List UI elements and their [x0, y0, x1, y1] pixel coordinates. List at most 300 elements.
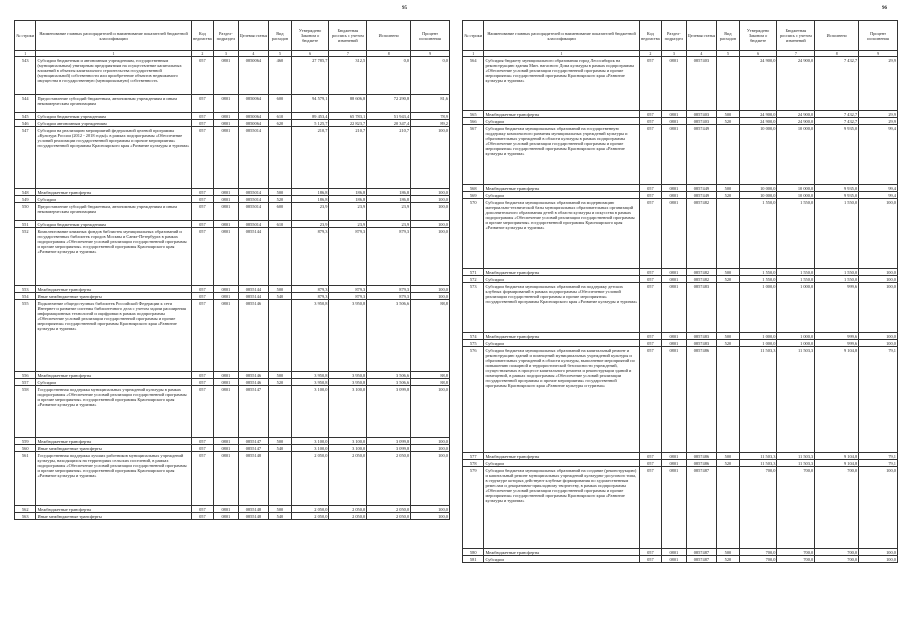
cell-a: 2 050,0 — [291, 506, 329, 513]
cell-c: 9 935,0 — [815, 125, 859, 185]
cell-cs: 0857482 — [686, 269, 717, 276]
cell-b: 3 950,8 — [329, 379, 367, 386]
cell-vr — [269, 228, 291, 286]
cell-n: 580 — [463, 549, 484, 556]
cell-rz: 0801 — [662, 340, 687, 347]
cell-rz: 0801 — [662, 556, 687, 563]
cell-a: 24 900,0 — [739, 111, 777, 118]
cell-p: 100,0 — [411, 513, 450, 520]
cell-rz: 0801 — [214, 189, 239, 196]
cell-ved: 057 — [191, 506, 213, 513]
cell-cs: 0857403 — [686, 118, 717, 125]
cell-p: 79,1 — [859, 347, 898, 453]
column-header: Вид расходов — [717, 21, 739, 51]
cell-n: 578 — [463, 460, 484, 467]
table-row — [463, 125, 898, 185]
cell-a: 23,9 — [291, 221, 329, 228]
cell-ved: 057 — [639, 549, 661, 556]
cell-name: Субсидии — [36, 196, 191, 203]
cell-b: 700,0 — [777, 549, 815, 556]
cell-ved: 057 — [191, 113, 213, 120]
table-row — [15, 221, 450, 228]
table-row — [15, 57, 450, 95]
cell-b: 65 783,1 — [329, 113, 367, 120]
cell-a: 10 000,0 — [739, 185, 777, 192]
cell-ved: 057 — [191, 379, 213, 386]
cell-c: 7 432,7 — [815, 118, 859, 125]
cell-name: Межбюджетные трансферты — [484, 185, 639, 192]
cell-vr — [717, 467, 739, 549]
cell-name: Межбюджетные трансферты — [36, 372, 191, 379]
column-number: 6 — [291, 51, 329, 57]
column-header: Целевая статья — [686, 21, 717, 51]
cell-cs: 0855014 — [238, 221, 269, 228]
cell-name: Субсидии — [484, 340, 639, 347]
cell-vr: 460 — [269, 57, 291, 95]
cell-n: 552 — [15, 228, 36, 286]
table-row — [15, 445, 450, 452]
cell-name: Межбюджетные трансферты — [484, 453, 639, 460]
column-number: 6 — [739, 51, 777, 57]
cell-cs: 0857449 — [686, 192, 717, 199]
cell-b: 23,9 — [329, 221, 367, 228]
cell-n: 566 — [463, 118, 484, 125]
cell-n: 569 — [463, 192, 484, 199]
cell-p: 100,0 — [411, 452, 450, 506]
cell-p: 88,8 — [411, 379, 450, 386]
cell-rz: 0801 — [662, 57, 687, 111]
cell-ved: 057 — [639, 269, 661, 276]
cell-n: 570 — [463, 199, 484, 269]
cell-ved: 057 — [639, 347, 661, 453]
column-header: № строки — [463, 21, 484, 51]
cell-b: 24 900,0 — [777, 111, 815, 118]
cell-ved: 057 — [639, 199, 661, 269]
column-number: 2 — [639, 51, 661, 57]
cell-name: Субсидии — [484, 556, 639, 563]
cell-rz: 0801 — [662, 276, 687, 283]
cell-vr — [717, 199, 739, 269]
cell-ved: 057 — [191, 372, 213, 379]
cell-ved: 057 — [639, 283, 661, 333]
table-row — [15, 386, 450, 438]
budget-table — [14, 20, 450, 520]
cell-cs: 0857487 — [686, 556, 717, 563]
column-header: Раздел-подраздел — [662, 21, 687, 51]
cell-rz: 0801 — [214, 293, 239, 300]
table-row — [463, 467, 898, 549]
cell-a: 210,7 — [291, 127, 329, 189]
cell-cs: 0857487 — [686, 467, 717, 549]
cell-a: 3 950,8 — [291, 300, 329, 372]
cell-c: 3 506,6 — [367, 379, 411, 386]
cell-vr: 520 — [717, 118, 739, 125]
cell-vr: 500 — [269, 372, 291, 379]
cell-p: 79,1 — [859, 460, 898, 467]
cell-c: 999,6 — [815, 340, 859, 347]
cell-rz: 0801 — [214, 379, 239, 386]
cell-n: 563 — [15, 513, 36, 520]
cell-cs: 0850064 — [238, 120, 269, 127]
cell-name: Субсидии — [484, 192, 639, 199]
cell-a: 11 503,3 — [739, 453, 777, 460]
cell-ved: 057 — [191, 286, 213, 293]
cell-c: 2 050,0 — [367, 506, 411, 513]
cell-c: 7 432,7 — [815, 57, 859, 111]
column-header: Бюджетная роспись с учетом изменений — [777, 21, 815, 51]
cell-a: 700,0 — [739, 549, 777, 556]
cell-rz: 0801 — [214, 452, 239, 506]
column-header: Утверждено Законом о бюджете — [291, 21, 329, 51]
cell-name: Субсидии бюджетам муниципальных образований на модернизацию материально-технической базы муниципальных образовательных организаций дополнительного образования детей в области культуры и искусства в рамках подпрограммы «Обеспечение условий реализации государственной программы и прочие мероприятия» государственной программы Красноярского края «Развитие культуры и туризма» — [484, 199, 639, 269]
table-row — [463, 111, 898, 118]
cell-n: 543 — [15, 57, 36, 95]
cell-b: 3 100,0 — [329, 386, 367, 438]
cell-p: 99,4 — [859, 125, 898, 185]
cell-name: Субсидии бюджетным и автономным учреждениям, государственным (муниципальным) унитарным предприятиям на осуществление капитальных вложений в объекты капитального строительства государственной (муниципальной) собственности или приобретение объектов недвижимого имущества в государственную (муниципальную) собственность — [36, 57, 191, 95]
cell-b: 23,9 — [329, 203, 367, 221]
table-row — [463, 453, 898, 460]
cell-vr: 600 — [269, 95, 291, 113]
cell-c: 186,8 — [367, 189, 411, 196]
cell-a: 3 100,0 — [291, 438, 329, 445]
cell-a: 879,3 — [291, 286, 329, 293]
cell-rz: 0801 — [214, 386, 239, 438]
cell-cs: 0855146 — [238, 379, 269, 386]
cell-vr: 500 — [717, 269, 739, 276]
cell-p: 100,0 — [859, 549, 898, 556]
cell-name: Государственная поддержка лучших работников муниципальных учреждений культуры, находящихся на территориях сельских поселений, в рамках подпрограммы «Обеспечение условий реализации государственной программы и прочие мероприятия» государственной программы Красноярского края «Развитие культуры и туризма» — [36, 452, 191, 506]
cell-name: Субсидии — [484, 118, 639, 125]
cell-b: 1 550,0 — [777, 269, 815, 276]
cell-b: 3 950,8 — [329, 300, 367, 372]
cell-name: Иные межбюджетные трансферты — [36, 513, 191, 520]
cell-vr: 500 — [269, 189, 291, 196]
cell-cs: 0855014 — [238, 189, 269, 196]
cell-a: 94 579,1 — [291, 95, 329, 113]
table-row — [463, 347, 898, 453]
cell-cs: 0855148 — [238, 506, 269, 513]
table-row — [15, 452, 450, 506]
cell-c: 3 099,8 — [367, 445, 411, 452]
column-number: 1 — [484, 51, 639, 57]
cell-n: 567 — [463, 125, 484, 185]
cell-ved: 057 — [191, 386, 213, 438]
cell-b: 2 050,0 — [329, 513, 367, 520]
cell-b: 1 000,0 — [777, 333, 815, 340]
cell-name: Субсидии на реализацию мероприятий федеральной целевой программы «Культура России (2012 - 2018 годы)» в рамках подпрограммы «Обеспечение условий реализации государственной программы и прочие мероприятия» государственной программы Красноярского края «Развитие культуры и туризма» — [36, 127, 191, 189]
cell-c: 879,3 — [367, 228, 411, 286]
cell-vr: 600 — [269, 203, 291, 221]
cell-p: 100,0 — [411, 127, 450, 189]
table-row — [15, 379, 450, 386]
cell-n: 573 — [463, 283, 484, 333]
column-header: Вид расходов — [269, 21, 291, 51]
cell-cs: 0850064 — [238, 113, 269, 120]
cell-vr — [269, 452, 291, 506]
column-number: 1 — [15, 51, 36, 57]
column-header: № строки — [15, 21, 36, 51]
cell-c: 879,3 — [367, 293, 411, 300]
table-row — [15, 113, 450, 120]
column-number: 1 — [36, 51, 191, 57]
cell-n: 574 — [463, 333, 484, 340]
column-number: 8 — [367, 51, 411, 57]
cell-ved: 057 — [639, 185, 661, 192]
column-number: 7 — [777, 51, 815, 57]
cell-c: 51 943,4 — [367, 113, 411, 120]
cell-name: Субсидии — [484, 276, 639, 283]
page-number: 95 — [402, 6, 407, 11]
cell-vr: 620 — [269, 120, 291, 127]
cell-c: 72 290,8 — [367, 95, 411, 113]
cell-n: 545 — [15, 113, 36, 120]
cell-name: Субсидии бюджетам муниципальных образований на государственную поддержку комплексного развития муниципальных учреждений культуры и образовательных учреждений в области культуры в рамках подпрограммы «Обеспечение условий реализации государственной программы и прочие мероприятия» государственной программы Красноярского края «Развитие культуры и туризма» — [484, 125, 639, 185]
cell-name: Субсидии бюджетам муниципальных образований на поддержку детских клубных формирований в рамках подпрограммы «Обеспечение условий реализации государственной программы и прочие мероприятия» государственной программы Красноярского края «Развитие культуры и туризма» — [484, 283, 639, 333]
cell-rz: 0801 — [662, 283, 687, 333]
column-number: 8 — [815, 51, 859, 57]
cell-ved: 057 — [191, 189, 213, 196]
cell-b: 210,7 — [329, 127, 367, 189]
cell-a: 24 900,0 — [739, 118, 777, 125]
cell-n: 577 — [463, 453, 484, 460]
cell-cs: 0855147 — [238, 438, 269, 445]
cell-c: 210,7 — [367, 127, 411, 189]
cell-rz: 0801 — [662, 192, 687, 199]
cell-p: 81,6 — [411, 95, 450, 113]
cell-n: 560 — [15, 445, 36, 452]
cell-vr: 520 — [269, 379, 291, 386]
cell-ved: 057 — [639, 118, 661, 125]
cell-b: 1 000,0 — [777, 340, 815, 347]
cell-vr — [717, 347, 739, 453]
header-row — [463, 21, 898, 51]
column-header: Целевая статья — [238, 21, 269, 51]
cell-vr: 520 — [717, 192, 739, 199]
cell-rz: 0801 — [662, 467, 687, 549]
table-row — [463, 57, 898, 111]
page-number: 96 — [882, 6, 887, 11]
cell-rz: 0801 — [214, 127, 239, 189]
cell-ved: 057 — [191, 438, 213, 445]
cell-cs: 0855144 — [238, 228, 269, 286]
table-row — [15, 438, 450, 445]
cell-a: 3 950,8 — [291, 379, 329, 386]
cell-cs: 0850064 — [238, 95, 269, 113]
cell-vr: 500 — [717, 111, 739, 118]
cell-vr: 520 — [269, 196, 291, 203]
cell-b: 1 550,0 — [777, 276, 815, 283]
cell-cs: 0857482 — [686, 276, 717, 283]
cell-ved: 057 — [191, 445, 213, 452]
cell-a: 1 000,0 — [739, 340, 777, 347]
cell-ved: 057 — [191, 127, 213, 189]
cell-n: 553 — [15, 286, 36, 293]
cell-a: 186,8 — [291, 196, 329, 203]
cell-a: 700,0 — [739, 556, 777, 563]
cell-n: 561 — [15, 452, 36, 506]
left-page — [14, 6, 450, 634]
cell-ved: 057 — [191, 452, 213, 506]
cell-a: 3 950,8 — [291, 372, 329, 379]
cell-vr: 520 — [717, 556, 739, 563]
column-number: 5 — [269, 51, 291, 57]
cell-b: 88 606,8 — [329, 95, 367, 113]
cell-name: Субсидии — [484, 460, 639, 467]
cell-p: 88,8 — [411, 372, 450, 379]
cell-cs: 0855147 — [238, 386, 269, 438]
cell-rz: 0801 — [214, 203, 239, 221]
cell-ved: 057 — [639, 192, 661, 199]
cell-b: 879,3 — [329, 293, 367, 300]
cell-cs: 0855148 — [238, 452, 269, 506]
cell-name: Субсидии бюджетам муниципальных образований на создание (реконструкцию) и капитальный ремонт муниципальных учреждений культурно-досугового типа, в структуре которых действуют клубные формирования по художественным ремеслам и декоративно-прикладному творчеству, в рамках подпрограммы «Обеспечение условий реализации государственной программы и прочие мероприятия» государственной программы Красноярского края «Развитие культуры и туризма» — [484, 467, 639, 549]
cell-vr: 500 — [717, 549, 739, 556]
cell-cs: 0857482 — [686, 199, 717, 269]
cell-a: 186,8 — [291, 189, 329, 196]
cell-c: 2 050,0 — [367, 513, 411, 520]
cell-ved: 057 — [639, 276, 661, 283]
cell-vr: 540 — [269, 513, 291, 520]
cell-vr — [269, 300, 291, 372]
cell-cs: 0855147 — [238, 445, 269, 452]
cell-name: Межбюджетные трансферты — [484, 549, 639, 556]
cell-n: 564 — [463, 57, 484, 111]
cell-rz: 0801 — [662, 185, 687, 192]
cell-cs: 0855014 — [238, 203, 269, 221]
column-number: 3 — [662, 51, 687, 57]
cell-name: Иные межбюджетные трансферты — [36, 293, 191, 300]
cell-cs: 0855014 — [238, 127, 269, 189]
column-header: Процент исполнения — [859, 21, 898, 51]
cell-b: 24 900,0 — [777, 118, 815, 125]
table-row — [463, 185, 898, 192]
cell-a: 879,3 — [291, 293, 329, 300]
cell-b: 879,3 — [329, 286, 367, 293]
cell-b: 2 050,0 — [329, 452, 367, 506]
cell-c: 186,8 — [367, 196, 411, 203]
cell-p: 100,0 — [411, 286, 450, 293]
cell-p: 100,0 — [411, 445, 450, 452]
cell-n: 548 — [15, 189, 36, 196]
cell-name: Межбюджетные трансферты — [36, 286, 191, 293]
cell-vr: 500 — [269, 286, 291, 293]
cell-rz: 0801 — [214, 228, 239, 286]
cell-cs: 0855144 — [238, 286, 269, 293]
cell-p: 100,0 — [859, 340, 898, 347]
table-row — [15, 196, 450, 203]
cell-rz: 0801 — [662, 125, 687, 185]
column-number: 9 — [859, 51, 898, 57]
cell-p: 100,0 — [411, 228, 450, 286]
cell-vr — [717, 283, 739, 333]
cell-c: 0,0 — [367, 57, 411, 95]
cell-n: 565 — [463, 111, 484, 118]
cell-rz: 0801 — [662, 453, 687, 460]
cell-vr: 610 — [269, 113, 291, 120]
cell-ved: 057 — [191, 57, 213, 95]
column-header: Наименование главных распорядителей и наименование показателей бюджетной классификации — [36, 21, 191, 51]
cell-vr — [717, 57, 739, 111]
cell-n: 549 — [15, 196, 36, 203]
cell-cs: 0855014 — [238, 196, 269, 203]
cell-p: 29,9 — [859, 118, 898, 125]
cell-ved: 057 — [639, 340, 661, 347]
cell-name: Межбюджетные трансферты — [484, 269, 639, 276]
cell-ved: 057 — [639, 460, 661, 467]
table-row — [463, 283, 898, 333]
column-number: 2 — [191, 51, 213, 57]
cell-ved: 057 — [191, 203, 213, 221]
cell-b: 10 000,0 — [777, 125, 815, 185]
cell-b: 186,8 — [329, 189, 367, 196]
column-header: Исполнено — [815, 21, 859, 51]
cell-n: 579 — [463, 467, 484, 549]
cell-rz: 0801 — [214, 286, 239, 293]
cell-rz: 0801 — [214, 57, 239, 95]
cell-c: 9 104,8 — [815, 347, 859, 453]
column-header: Наименование главных распорядителей и наименование показателей бюджетной классификации — [484, 21, 639, 51]
column-number: 4 — [686, 51, 717, 57]
column-number: 4 — [238, 51, 269, 57]
cell-cs: 0855148 — [238, 513, 269, 520]
cell-b: 700,0 — [777, 467, 815, 549]
table-row — [15, 286, 450, 293]
table-row — [463, 333, 898, 340]
cell-a: 89 453,4 — [291, 113, 329, 120]
cell-p: 29,9 — [859, 57, 898, 111]
cell-p: 78,9 — [411, 113, 450, 120]
cell-name: Межбюджетные трансферты — [36, 189, 191, 196]
cell-b: 11 503,3 — [777, 460, 815, 467]
cell-n: 554 — [15, 293, 36, 300]
cell-rz: 0801 — [214, 196, 239, 203]
cell-cs: 0857483 — [686, 340, 717, 347]
right-page — [462, 6, 898, 634]
cell-n: 546 — [15, 120, 36, 127]
cell-cs: 0850064 — [238, 57, 269, 95]
cell-n: 562 — [15, 506, 36, 513]
cell-c: 1 550,0 — [815, 269, 859, 276]
cell-n: 557 — [15, 379, 36, 386]
cell-ved: 057 — [191, 196, 213, 203]
column-number: 1 — [463, 51, 484, 57]
cell-a: 1 550,0 — [739, 269, 777, 276]
cell-p: 100,0 — [411, 203, 450, 221]
cell-cs: 0857449 — [686, 185, 717, 192]
cell-name: Предоставление субсидий бюджетным, автономным учреждениям и иным некоммерческим организациям — [36, 203, 191, 221]
cell-rz: 0801 — [214, 120, 239, 127]
cell-ved: 057 — [639, 57, 661, 111]
table-row — [463, 460, 898, 467]
cell-vr — [269, 127, 291, 189]
cell-name: Субсидии автономным учреждениям — [36, 120, 191, 127]
table-row — [15, 293, 450, 300]
cell-cs: 0857403 — [686, 111, 717, 118]
cell-a: 1 000,0 — [739, 283, 777, 333]
cell-b: 1 000,0 — [777, 283, 815, 333]
cell-p: 100,0 — [411, 438, 450, 445]
cell-cs: 0857486 — [686, 347, 717, 453]
cell-a: 10 000,0 — [739, 192, 777, 199]
cell-rz: 0801 — [214, 506, 239, 513]
cell-ved: 057 — [191, 513, 213, 520]
cell-vr: 540 — [269, 293, 291, 300]
cell-n: 551 — [15, 221, 36, 228]
cell-n: 547 — [15, 127, 36, 189]
cell-c: 9 104,8 — [815, 453, 859, 460]
cell-rz: 0801 — [214, 445, 239, 452]
